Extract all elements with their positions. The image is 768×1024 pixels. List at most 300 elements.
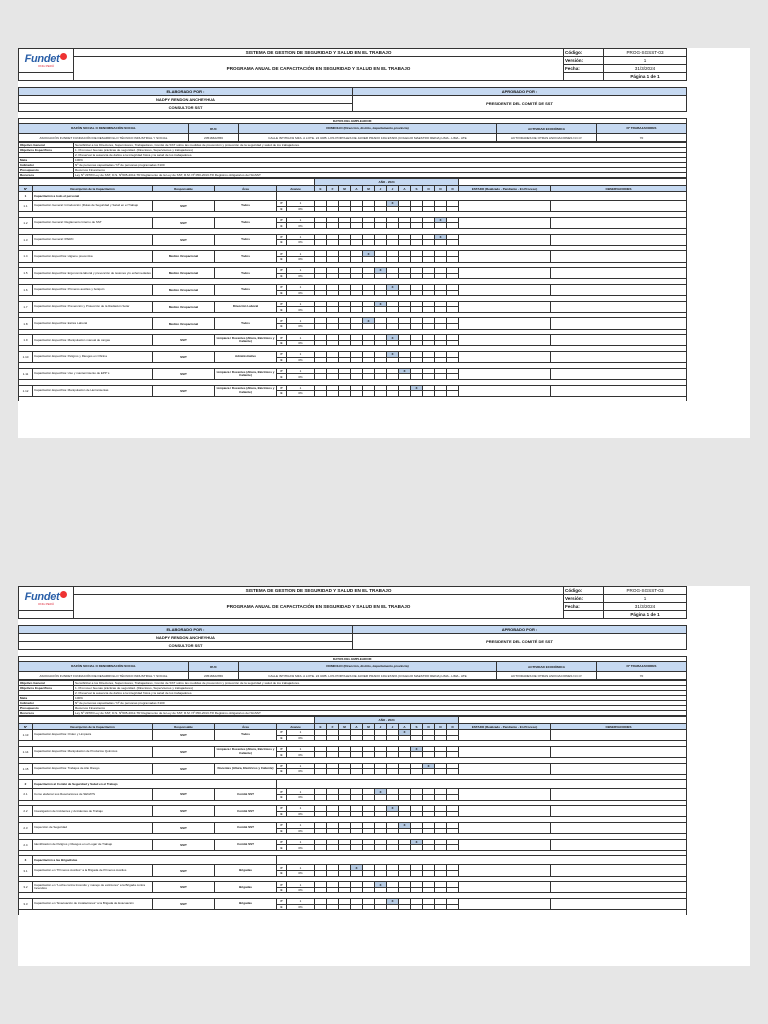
col-status: ESTADO (Realizado - Pendiente - En Proceso): [459, 724, 551, 730]
activity-responsible: Medico Ocupacional: [153, 318, 215, 329]
status-cell: [459, 839, 551, 850]
activity-description: Capacitación Específica: Manipulación de Herramientas: [33, 385, 153, 396]
activity-description: Capacitación Específica: Estrés Laboral: [33, 318, 153, 329]
section-row: [19, 780, 687, 789]
plan-p-label: P: [277, 217, 287, 223]
system-title: SISTEMA DE GESTION DE SEGURIDAD Y SALUD EN EL TRABAJO: [74, 49, 564, 57]
plan-e-label: E: [277, 223, 287, 229]
plan-e-value: 0%: [287, 794, 315, 800]
month-mark: X: [387, 352, 399, 358]
version-label: Versión:: [564, 57, 604, 65]
info-value: 1. Promover buenas prácticas de seguridad. (Directores, Supervisores y trabajadores): [74, 148, 687, 153]
activity-number: 1.10: [19, 352, 33, 363]
month-mark: X: [435, 217, 447, 223]
activity-description: Capacitación General: Reglamento Interno de SST: [33, 217, 153, 228]
plan-e-label: E: [277, 240, 287, 246]
status-cell: [459, 368, 551, 379]
info-row: [19, 173, 687, 178]
activity-description: Como elaborar sus Resoluciones de SENATS: [33, 789, 153, 800]
plan-e-label: E: [277, 828, 287, 834]
month-mark: X: [387, 806, 399, 812]
activity-description: Capacitación Específica: Uso y mantenimiento de EPP´s: [33, 368, 153, 379]
plan-e-value: 0%: [287, 324, 315, 330]
month-header: M: [339, 724, 351, 730]
col-advance: Avance: [277, 186, 315, 192]
plan-e-value: 0%: [287, 904, 315, 910]
approved-label: APROBADO POR :: [353, 626, 687, 634]
activity-description: Capacitación en "Lucha contra Incendio y manejo de extintores" a la Brigada contra Incendios: [33, 882, 153, 893]
prepared-label: ELABORADO POR :: [19, 626, 353, 634]
col-responsible: Responsable: [153, 724, 215, 730]
info-value: Recursos Financieros: [74, 168, 687, 173]
activity-responsible: SSIT: [153, 865, 215, 876]
info-value: Sensibilizar a los Directores, Supervisores, Trabajadores, Comité de SST sobre las medidas de prevención y protección de la seguridad y salud de los trabajadores.: [74, 681, 687, 686]
prepared-name: NADPY RENDON ANCHEYHUA: [19, 634, 353, 642]
activity-responsible: SSIT: [153, 746, 215, 757]
activity-description: Capacitación en "Evacuación de instalaciones" a la Brigada de Evacuación: [33, 899, 153, 910]
activity-area: Dirección Laboral: [215, 301, 277, 312]
section-row: [19, 192, 687, 201]
month-mark: X: [387, 335, 399, 341]
status-cell: [459, 746, 551, 757]
activity-description: Capacitación Específica: Prevención y Protección de la Radiación Solar: [33, 301, 153, 312]
month-header: M: [363, 186, 375, 192]
activity-area: Todos: [215, 251, 277, 262]
plan-p-value: 1: [287, 730, 315, 736]
info-value: 2. Preservar la ausencia de daños a la integridad física y la salud de los trabajadores.: [74, 153, 687, 158]
month-header: S: [411, 186, 423, 192]
plan-p-label: P: [277, 865, 287, 871]
month-header: D: [447, 724, 459, 730]
month-header: M: [363, 724, 375, 730]
info-label: Presupuesto: [19, 168, 74, 173]
observation-cell: [551, 763, 687, 774]
plan-p-label: P: [277, 746, 287, 752]
plan-p-label: P: [277, 318, 287, 324]
version-value: 1: [604, 595, 687, 603]
month-mark: X: [375, 268, 387, 274]
signature-table: [18, 625, 687, 650]
plan-e-value: 0%: [287, 391, 315, 397]
prepared-name: NADPY RENDON ANCHEYHUA: [19, 96, 353, 104]
activity-area: Todos: [215, 217, 277, 228]
plan-p-label: P: [277, 763, 287, 769]
status-cell: [459, 352, 551, 363]
plan-e-label: E: [277, 811, 287, 817]
status-cell: [459, 385, 551, 396]
plan-p-value: 1: [287, 899, 315, 905]
activity-responsible: SSIT: [153, 217, 215, 228]
activity-area: Todos: [215, 318, 277, 329]
plan-p-label: P: [277, 335, 287, 341]
page-number: Página 1 de 1: [604, 73, 687, 81]
activity-responsible: Medico Ocupacional: [153, 268, 215, 279]
section-number: 2: [19, 780, 33, 789]
plan-p-value: 1: [287, 201, 315, 207]
activity-number: 3.1: [19, 865, 33, 876]
activity-number: 2.3: [19, 822, 33, 833]
month-header: D: [447, 186, 459, 192]
observation-cell: [551, 822, 687, 833]
plan-e-label: E: [277, 735, 287, 741]
logo-subtext: ONG PERÚ: [37, 602, 54, 606]
status-cell: [459, 865, 551, 876]
activity-area: Limpieza / Docentes (Altura, Eléctricos y Caliente): [215, 746, 277, 757]
globe-icon: [60, 53, 67, 60]
plan-e-label: E: [277, 273, 287, 279]
date-label: Fecha:: [564, 65, 604, 73]
activity-area: Todos: [215, 234, 277, 245]
activity-area: Brigadas: [215, 882, 277, 893]
observation-cell: [551, 234, 687, 245]
status-cell: [459, 318, 551, 329]
plan-e-value: 0%: [287, 811, 315, 817]
status-cell: [459, 301, 551, 312]
activity-description: Capacitación General: Introducción (Rutas de Seguridad y Salud en el Trabajo: [33, 201, 153, 212]
plan-p-label: P: [277, 899, 287, 905]
plan-e-label: E: [277, 290, 287, 296]
month-mark: X: [435, 234, 447, 240]
activity-area: Brigadas: [215, 865, 277, 876]
info-value: Nº de personas capacitadas / Nº de personas programadas X100: [74, 701, 687, 706]
plan-p-value: 1: [287, 301, 315, 307]
plan-e-value: 0%: [287, 290, 315, 296]
employer-activity: ACTIVIDADES DE OTRAS ASOCIACIONES N.C.P.: [496, 672, 596, 680]
info-value: Ley Nº 29783 Ley de SST, D.S. Nº005-2012-TR Reglamento de la Ley de SST, R.M. Nº 050-2013-TR Registros obligatorios del SGSST: [74, 711, 687, 716]
activity-number: 1.11: [19, 368, 33, 379]
info-label: Objetivo General: [19, 143, 74, 148]
section-number: 3: [19, 856, 33, 865]
observation-cell: [551, 217, 687, 228]
objectives-table: [18, 142, 687, 178]
observation-cell: [551, 385, 687, 396]
approved-role: PRESIDENTE DEL COMITÉ DE SST: [353, 96, 687, 112]
plan-e-value: 0%: [287, 206, 315, 212]
col-description: Descripción de la Capacitación: [33, 186, 153, 192]
plan-year-row: [19, 179, 687, 186]
plan-p-label: P: [277, 268, 287, 274]
prepared-label: ELABORADO POR :: [19, 88, 353, 96]
prepared-role: CONSULTOR SST: [19, 104, 353, 112]
status-cell: [459, 217, 551, 228]
employer-ruc: 20516622356: [189, 134, 239, 142]
plan-p-label: P: [277, 822, 287, 828]
employer-address: CALLE INTIHUASI MZA. A LOTE. 24 URB. LOS PORTALES DE JAVIER PRADO 1RA ETAPA (COLEGIO MAESTRO REINA) LIMA - LIMA - ATE: [239, 134, 497, 142]
info-label: Indicador: [19, 163, 74, 168]
month-header: O: [423, 186, 435, 192]
activity-area: Limpieza / Docentes (Altura, Eléctricos y Caliente): [215, 385, 277, 396]
logo-subtext: ONG PERÚ: [37, 64, 54, 68]
month-mark: X: [375, 882, 387, 888]
activity-area: Comité SST: [215, 806, 277, 817]
activity-responsible: SSIT: [153, 789, 215, 800]
activity-area: Brigadas: [215, 899, 277, 910]
employer-table: [18, 656, 687, 680]
activity-area: Comité SST: [215, 822, 277, 833]
observation-cell: [551, 352, 687, 363]
date-value: 31/3/2024: [604, 65, 687, 73]
logo: [19, 587, 74, 611]
activity-responsible: SSIT: [153, 882, 215, 893]
activity-description: Capacitación Específica: Peligros y Riesgos en Oficina: [33, 352, 153, 363]
activity-number: 1.1: [19, 201, 33, 212]
plan-e-label: E: [277, 206, 287, 212]
month-header: F: [327, 724, 339, 730]
status-cell: [459, 822, 551, 833]
col-ruc: RUC: [189, 662, 239, 672]
activity-responsible: SSIT: [153, 763, 215, 774]
observation-cell: [551, 899, 687, 910]
info-label: Indicador: [19, 701, 74, 706]
observation-cell: [551, 201, 687, 212]
month-mark: X: [387, 201, 399, 207]
plan-e-label: E: [277, 845, 287, 851]
observation-cell: [551, 839, 687, 850]
observation-cell: [551, 865, 687, 876]
observation-cell: [551, 268, 687, 279]
plan-e-value: 0%: [287, 871, 315, 877]
col-area: Área: [215, 186, 277, 192]
activity-area: Todos: [215, 201, 277, 212]
activity-responsible: Medico Ocupacional: [153, 284, 215, 295]
activity-area: Todos: [215, 284, 277, 295]
sheet-page-2: [18, 586, 750, 966]
month-header: S: [411, 724, 423, 730]
employer-name: ASOCIACIÓN FUNDET FUNDACIÓN DE DESARROLLO TÉCNICO INDUSTRIAL Y SOCIAL: [19, 134, 189, 142]
program-title: PROGRAMA ANUAL DE CAPACITACIÓN EN SEGURIDAD Y SALUD EN EL TRABAJO: [74, 57, 564, 81]
col-workers: Nº TRABAJADORES: [596, 662, 686, 672]
info-value: 2. Preservar la ausencia de daños a la integridad física y la salud de los trabajadores.: [74, 691, 687, 696]
month-mark: X: [363, 318, 375, 324]
activity-area: Administrativo: [215, 352, 277, 363]
plan-p-value: 1: [287, 839, 315, 845]
col-activity: ACTIVIDAD ECONÓMICA: [496, 662, 596, 672]
activity-number: 1.7: [19, 301, 33, 312]
month-header: J: [387, 724, 399, 730]
info-label: Recursos: [19, 711, 74, 716]
col-description: Descripción de la Capacitación: [33, 724, 153, 730]
plan-e-label: E: [277, 324, 287, 330]
plan-p-value: 1: [287, 789, 315, 795]
col-number: Nº: [19, 186, 33, 192]
activity-responsible: SSIT: [153, 234, 215, 245]
plan-p-value: 1: [287, 318, 315, 324]
activity-number: 1.6: [19, 284, 33, 295]
activity-area: Todos: [215, 268, 277, 279]
month-header: A: [351, 186, 363, 192]
col-address: DOMICILIO (Dirección, distrito, departamento,provincia): [239, 124, 497, 134]
observation-cell: [551, 746, 687, 757]
plan-table-1: [18, 178, 687, 401]
plan-p-value: 1: [287, 217, 315, 223]
version-label: Versión:: [564, 595, 604, 603]
month-header: A: [399, 186, 411, 192]
month-header: M: [339, 186, 351, 192]
observation-cell: [551, 301, 687, 312]
status-cell: [459, 251, 551, 262]
activity-description: Capacitación Específica: Orden y Limpieza: [33, 730, 153, 741]
plan-e-label: E: [277, 307, 287, 313]
activity-number: 1.5: [19, 268, 33, 279]
observation-cell: [551, 335, 687, 346]
activity-area: Limpieza / Docentes (Altura, Eléctricos y Caliente): [215, 335, 277, 346]
month-mark: X: [423, 763, 435, 769]
col-responsible: Responsable: [153, 186, 215, 192]
observation-cell: [551, 730, 687, 741]
plan-p-value: 1: [287, 882, 315, 888]
plan-e-label: E: [277, 357, 287, 363]
observation-cell: [551, 806, 687, 817]
status-cell: [459, 284, 551, 295]
plan-year-row: [19, 717, 687, 724]
plan-p-value: 1: [287, 268, 315, 274]
month-header: A: [351, 724, 363, 730]
plan-e-label: E: [277, 256, 287, 262]
activity-area: Docentes (Altura, Eléctricos y Caliente): [215, 763, 277, 774]
plan-e-label: E: [277, 871, 287, 877]
col-observations: OBSERVACIONES: [551, 186, 687, 192]
plan-e-value: 0%: [287, 735, 315, 741]
section-title: Capacitación al Comité de Seguridad y Salud en el Trabajo: [33, 780, 277, 789]
plan-e-value: 0%: [287, 769, 315, 775]
plan-e-value: 0%: [287, 828, 315, 834]
employer-ruc: 20516622356: [189, 672, 239, 680]
activity-responsible: SSIT: [153, 368, 215, 379]
plan-e-value: 0%: [287, 752, 315, 758]
header-table: [18, 48, 687, 81]
activity-responsible: SSIT: [153, 385, 215, 396]
plan-p-label: P: [277, 284, 287, 290]
status-cell: [459, 789, 551, 800]
version-value: 1: [604, 57, 687, 65]
signature-table: [18, 87, 687, 112]
plan-p-value: 1: [287, 368, 315, 374]
activity-description: Identificación de Peligros y Riesgos en el Lugar de Trabajo: [33, 839, 153, 850]
status-cell: [459, 234, 551, 245]
col-observations: OBSERVACIONES: [551, 724, 687, 730]
activity-responsible: SSIT: [153, 352, 215, 363]
logo-text: Fundet: [24, 591, 60, 603]
plan-p-value: 1: [287, 335, 315, 341]
col-workers: Nº TRABAJADORES: [596, 124, 686, 134]
activity-responsible: Medico Ocupacional: [153, 251, 215, 262]
activity-number: 3.3: [19, 899, 33, 910]
observation-cell: [551, 368, 687, 379]
month-mark: X: [399, 368, 411, 374]
status-cell: [459, 806, 551, 817]
month-header: F: [327, 186, 339, 192]
plan-e-label: E: [277, 752, 287, 758]
plan-e-label: E: [277, 340, 287, 346]
activity-number: 1.12: [19, 385, 33, 396]
month-header: E: [315, 724, 327, 730]
activity-number: 1.8: [19, 318, 33, 329]
activity-number: 2.1: [19, 789, 33, 800]
plan-p-value: 1: [287, 284, 315, 290]
month-mark: X: [399, 822, 411, 828]
plan-e-value: 0%: [287, 845, 315, 851]
plan-p-value: 1: [287, 352, 315, 358]
activity-responsible: SSIT: [153, 730, 215, 741]
col-status: ESTADO (Realizado - Pendiente - En Proceso): [459, 186, 551, 192]
plan-p-label: P: [277, 251, 287, 257]
col-name: RAZÓN SOCIAL O DENOMINACIÓN SOCIAL: [19, 124, 189, 134]
month-header: J: [375, 724, 387, 730]
approved-role: PRESIDENTE DEL COMITÉ DE SST: [353, 634, 687, 650]
employer-name: ASOCIACIÓN FUNDET FUNDACIÓN DE DESARROLLO TÉCNICO INDUSTRIAL Y SOCIAL: [19, 672, 189, 680]
info-value: Sensibilizar a los Directores, Supervisores, Trabajadores, Comité de SST sobre las medidas de prevención y protección de la seguridad y salud de los trabajadores.: [74, 143, 687, 148]
activity-description: Capacitación Específica: Manipulación de Productos Químicos: [33, 746, 153, 757]
employer-activity: ACTIVIDADES DE OTRAS ASOCIACIONES N.C.P.: [496, 134, 596, 142]
plan-p-value: 1: [287, 251, 315, 257]
activity-area: Comité SST: [215, 789, 277, 800]
plan-e-label: E: [277, 904, 287, 910]
plan-p-label: P: [277, 385, 287, 391]
plan-p-value: 1: [287, 385, 315, 391]
system-title: SISTEMA DE GESTION DE SEGURIDAD Y SALUD EN EL TRABAJO: [74, 587, 564, 595]
activity-description: Capacitación en "Primeros Auxilios" a la Brigada de Primeros Auxilios: [33, 865, 153, 876]
status-cell: [459, 268, 551, 279]
plan-p-label: P: [277, 368, 287, 374]
plan-p-value: 1: [287, 763, 315, 769]
info-value: Recursos Financieros: [74, 706, 687, 711]
prepared-role: CONSULTOR SST: [19, 642, 353, 650]
activity-description: Capacitación General: IPERC: [33, 234, 153, 245]
activity-number: 1.9: [19, 335, 33, 346]
activity-number: 1.15: [19, 763, 33, 774]
plan-e-label: E: [277, 391, 287, 397]
col-area: Área: [215, 724, 277, 730]
month-mark: X: [387, 284, 399, 290]
info-row: [19, 711, 687, 716]
employer-section-label: DATOS DEL EMPLEADOR:: [19, 657, 687, 662]
month-header: O: [423, 724, 435, 730]
activity-responsible: Medico Ocupacional: [153, 301, 215, 312]
globe-icon: [60, 591, 67, 598]
activity-area: Todos: [215, 730, 277, 741]
info-label: Objetivos Específicos: [19, 686, 74, 691]
employer-workers: 70: [596, 672, 686, 680]
month-mark: X: [375, 301, 387, 307]
logo-text: Fundet: [24, 53, 60, 65]
activity-responsible: SSIT: [153, 822, 215, 833]
employer-address: CALLE INTIHUASI MZA. A LOTE. 24 URB. LOS PORTALES DE JAVIER PRADO 1RA ETAPA (COLEGIO MAESTRO REINA) LIMA - LIMA - ATE: [239, 672, 497, 680]
objectives-table: [18, 680, 687, 716]
employer-table: [18, 118, 687, 142]
activity-description: Inspección de Seguridad: [33, 822, 153, 833]
plan-p-label: P: [277, 806, 287, 812]
employer-section-label: DATOS DEL EMPLEADOR:: [19, 119, 687, 124]
info-label: Presupuesto: [19, 706, 74, 711]
info-label: Meta: [19, 158, 74, 163]
plan-year: AÑO - 2024: [315, 717, 459, 724]
info-label: Objetivo General: [19, 681, 74, 686]
activity-responsible: SSIT: [153, 839, 215, 850]
activity-area: Limpieza / Docentes (Altura, Eléctricos y Caliente): [215, 368, 277, 379]
plan-e-value: 0%: [287, 273, 315, 279]
section-row: [19, 856, 687, 865]
month-mark: X: [411, 385, 423, 391]
col-name: RAZÓN SOCIAL O DENOMINACIÓN SOCIAL: [19, 662, 189, 672]
col-activity: ACTIVIDAD ECONÓMICA: [496, 124, 596, 134]
col-number: Nº: [19, 724, 33, 730]
plan-e-label: E: [277, 887, 287, 893]
info-value: Ley Nº 29783 Ley de SST, D.S. Nº005-2012-TR Reglamento de la Ley de SST, R.M. Nº 050-2013-TR Registros obligatorios del SGSST: [74, 173, 687, 178]
month-header: J: [375, 186, 387, 192]
plan-p-value: 1: [287, 234, 315, 240]
activity-description: Investigación de Incidentes y Accidentes de Trabajo: [33, 806, 153, 817]
plan-p-value: 1: [287, 822, 315, 828]
